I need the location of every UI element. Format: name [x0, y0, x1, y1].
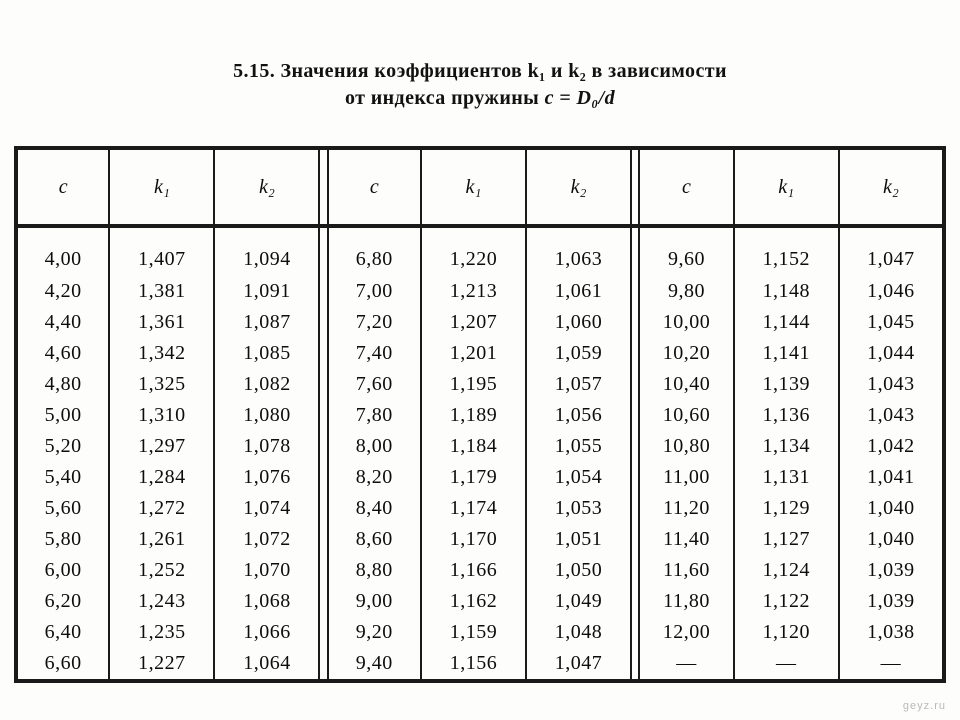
table-cell: 4,80 — [44, 373, 82, 395]
table-cell: 10,60 — [662, 404, 711, 426]
table-cell: 1,078 — [214, 431, 319, 462]
table-cell: 1,310 — [109, 400, 214, 431]
table-cell: 1,220 — [421, 226, 526, 276]
table-cell: 6,20 — [44, 590, 82, 612]
table-row — [16, 400, 944, 431]
table-cell: 9,60 — [667, 247, 705, 270]
table-cell: 1,046 — [839, 276, 944, 307]
table-cell: — — [676, 652, 697, 674]
table-cell: 6,60 — [44, 652, 82, 674]
table-header — [16, 148, 944, 226]
table-cell: 1,162 — [421, 586, 526, 617]
table-row — [16, 369, 944, 400]
table-row — [16, 462, 944, 493]
table-cell: 1,297 — [109, 431, 214, 462]
group-divider-2 — [631, 148, 639, 226]
table-cell: 8,40 — [355, 497, 393, 519]
table-body — [16, 226, 944, 681]
table-cell: 1,045 — [839, 307, 944, 338]
table-cell: 1,076 — [214, 462, 319, 493]
table-cell: 1,061 — [526, 276, 631, 307]
table-cell: 1,184 — [421, 431, 526, 462]
table-cell: 7,60 — [355, 373, 393, 395]
table-cell: 1,047 — [526, 648, 631, 681]
table-cell: 10,00 — [662, 311, 711, 333]
table-cell: 1,053 — [526, 493, 631, 524]
table-cell: 12,00 — [662, 621, 711, 643]
table-row — [16, 617, 944, 648]
group-divider-cell — [631, 586, 639, 617]
group-divider-cell — [319, 431, 327, 462]
table-cell: 1,074 — [214, 493, 319, 524]
table-cell: 1,044 — [839, 338, 944, 369]
table-cell: 1,049 — [526, 586, 631, 617]
table-cell: 6,40 — [44, 621, 82, 643]
title-line-2-prefix: от индекса пружины — [344, 87, 545, 109]
table-cell: 1,057 — [526, 369, 631, 400]
table-cell: 8,00 — [355, 435, 393, 457]
group-divider-cell — [319, 555, 327, 586]
table-row — [16, 431, 944, 462]
table-cell: 6,00 — [44, 559, 82, 581]
table-row — [16, 493, 944, 524]
table-cell: 1,243 — [109, 586, 214, 617]
table-cell: 1,064 — [214, 648, 319, 681]
title-line-2 — [0, 85, 960, 112]
group-divider-cell — [319, 226, 327, 276]
table-cell: 5,80 — [44, 528, 82, 550]
table-cell: 1,056 — [526, 400, 631, 431]
table-cell: 1,141 — [734, 338, 839, 369]
table-cell: 1,342 — [109, 338, 214, 369]
table-cell: 1,284 — [109, 462, 214, 493]
table-cell: 7,00 — [355, 280, 393, 302]
header-cell-k2-1: k₂ — [214, 148, 319, 226]
table-cell: 7,40 — [355, 342, 393, 364]
group-divider-cell — [631, 555, 639, 586]
table-cell: 11,80 — [663, 590, 710, 612]
group-divider-cell — [631, 493, 639, 524]
table-cell: 1,174 — [421, 493, 526, 524]
table-cell: 1,144 — [734, 307, 839, 338]
table-cell: 1,381 — [109, 276, 214, 307]
group-divider-cell — [319, 276, 327, 307]
table-cell: 1,213 — [421, 276, 526, 307]
header-cell-c-3: c — [639, 148, 733, 226]
table-cell: 6,80 — [355, 247, 393, 270]
table-cell: 1,041 — [839, 462, 944, 493]
table-cell: 1,066 — [214, 617, 319, 648]
table-cell: 1,038 — [839, 617, 944, 648]
group-divider-cell — [631, 276, 639, 307]
table-cell: 1,080 — [214, 400, 319, 431]
group-divider-cell — [631, 226, 639, 276]
header-cell-k1-2: k₁ — [421, 148, 526, 226]
table-row — [16, 586, 944, 617]
group-divider-cell — [631, 400, 639, 431]
table-cell: 1,166 — [421, 555, 526, 586]
group-divider-cell — [319, 400, 327, 431]
table-cell: 1,179 — [421, 462, 526, 493]
table-cell: 1,122 — [734, 586, 839, 617]
table-cell: 1,060 — [526, 307, 631, 338]
group-divider-cell — [319, 648, 327, 681]
table-cell: 5,00 — [44, 404, 82, 426]
table-cell: 1,039 — [839, 555, 944, 586]
header-cell-k1-1: k₁ — [109, 148, 214, 226]
table-cell: 1,043 — [839, 400, 944, 431]
table-cell: 1,040 — [839, 493, 944, 524]
group-divider-1 — [319, 148, 327, 226]
table-cell: 7,80 — [355, 404, 393, 426]
table-row — [16, 338, 944, 369]
group-divider-cell — [631, 307, 639, 338]
table-cell: — — [839, 648, 944, 681]
table-cell: 1,040 — [839, 524, 944, 555]
table-cell: 1,170 — [421, 524, 526, 555]
table-cell: 9,40 — [355, 652, 393, 674]
header-cell-c-1: c — [16, 148, 109, 226]
table-cell: 9,80 — [667, 280, 705, 302]
table-cell: 1,085 — [214, 338, 319, 369]
table-cell: 5,20 — [44, 435, 82, 457]
group-divider-cell — [631, 648, 639, 681]
table-cell: 1,054 — [526, 462, 631, 493]
table-cell: 1,072 — [214, 524, 319, 555]
table-cell: 1,139 — [734, 369, 839, 400]
table-cell: 1,227 — [109, 648, 214, 681]
table-cell: 1,159 — [421, 617, 526, 648]
table-cell: 7,20 — [355, 311, 393, 333]
table-cell: 4,00 — [44, 247, 82, 270]
table-cell: 1,325 — [109, 369, 214, 400]
header-row — [16, 148, 944, 226]
table-cell: 1,136 — [734, 400, 839, 431]
table-cell: 9,20 — [355, 621, 393, 643]
table-cell: 11,00 — [663, 466, 710, 488]
table-cell: 8,20 — [355, 466, 393, 488]
group-divider-cell — [319, 462, 327, 493]
table-cell: 4,40 — [44, 311, 82, 333]
table-cell: 1,124 — [734, 555, 839, 586]
table-cell: 1,047 — [839, 226, 944, 276]
group-divider-cell — [631, 462, 639, 493]
table-cell: 1,051 — [526, 524, 631, 555]
coefficients-table — [14, 146, 946, 683]
table-cell: 1,361 — [109, 307, 214, 338]
table-cell: 1,131 — [734, 462, 839, 493]
table-cell: 1,195 — [421, 369, 526, 400]
table-cell: 4,60 — [44, 342, 82, 364]
table-title — [0, 58, 960, 112]
table-cell: 1,082 — [214, 369, 319, 400]
group-divider-cell — [631, 617, 639, 648]
coefficients-table-wrapper — [14, 146, 946, 683]
table-cell: 10,20 — [662, 342, 711, 364]
table-row — [16, 226, 944, 276]
group-divider-cell — [319, 369, 327, 400]
table-cell: 1,094 — [214, 226, 319, 276]
table-cell: 1,055 — [526, 431, 631, 462]
table-cell: 8,80 — [355, 559, 393, 581]
table-cell: 1,039 — [839, 586, 944, 617]
table-cell: 1,070 — [214, 555, 319, 586]
group-divider-cell — [631, 431, 639, 462]
group-divider-cell — [631, 524, 639, 555]
table-cell: 1,087 — [214, 307, 319, 338]
title-line-2-formula: c = D₀/d — [544, 87, 616, 109]
group-divider-cell — [319, 524, 327, 555]
table-cell: 1,120 — [734, 617, 839, 648]
table-cell: 1,261 — [109, 524, 214, 555]
table-cell: 1,127 — [734, 524, 839, 555]
table-row — [16, 555, 944, 586]
table-cell: 8,60 — [355, 528, 393, 550]
table-cell: 9,00 — [355, 590, 393, 612]
table-cell: 11,20 — [663, 497, 710, 519]
table-cell: 1,201 — [421, 338, 526, 369]
table-cell: 5,40 — [44, 466, 82, 488]
table-cell: 1,407 — [109, 226, 214, 276]
table-row — [16, 524, 944, 555]
group-divider-cell — [631, 369, 639, 400]
table-cell: 10,80 — [662, 435, 711, 457]
title-line-1: 5.15. Значения коэффициентов k₁ и k₂ в зависимости — [233, 60, 727, 82]
table-cell: 1,068 — [214, 586, 319, 617]
group-divider-cell — [631, 338, 639, 369]
table-cell: 5,60 — [44, 497, 82, 519]
group-divider-cell — [319, 307, 327, 338]
table-cell: 1,272 — [109, 493, 214, 524]
group-divider-cell — [319, 338, 327, 369]
header-cell-k2-3: k₂ — [839, 148, 944, 226]
table-cell: 1,189 — [421, 400, 526, 431]
table-cell: 1,063 — [526, 226, 631, 276]
table-row — [16, 307, 944, 338]
table-cell: 10,40 — [662, 373, 711, 395]
table-row — [16, 648, 944, 681]
table-cell: 11,60 — [663, 559, 710, 581]
table-cell: 1,207 — [421, 307, 526, 338]
table-cell: 1,091 — [214, 276, 319, 307]
group-divider-cell — [319, 617, 327, 648]
group-divider-cell — [319, 586, 327, 617]
table-row — [16, 276, 944, 307]
table-cell: — — [734, 648, 839, 681]
table-cell: 1,043 — [839, 369, 944, 400]
table-cell: 1,156 — [421, 648, 526, 681]
header-cell-k2-2: k₂ — [526, 148, 631, 226]
header-cell-c-2: c — [328, 148, 421, 226]
table-cell: 1,059 — [526, 338, 631, 369]
group-divider-cell — [319, 493, 327, 524]
table-cell: 1,048 — [526, 617, 631, 648]
table-cell: 1,152 — [734, 226, 839, 276]
table-cell: 1,129 — [734, 493, 839, 524]
watermark-text: geyz.ru — [902, 700, 946, 712]
table-cell: 1,235 — [109, 617, 214, 648]
table-cell: 1,042 — [839, 431, 944, 462]
table-cell: 11,40 — [663, 528, 710, 550]
table-cell: 1,148 — [734, 276, 839, 307]
table-cell: 4,20 — [44, 280, 82, 302]
header-cell-k1-3: k₁ — [734, 148, 839, 226]
table-cell: 1,134 — [734, 431, 839, 462]
table-cell: 1,050 — [526, 555, 631, 586]
table-cell: 1,252 — [109, 555, 214, 586]
